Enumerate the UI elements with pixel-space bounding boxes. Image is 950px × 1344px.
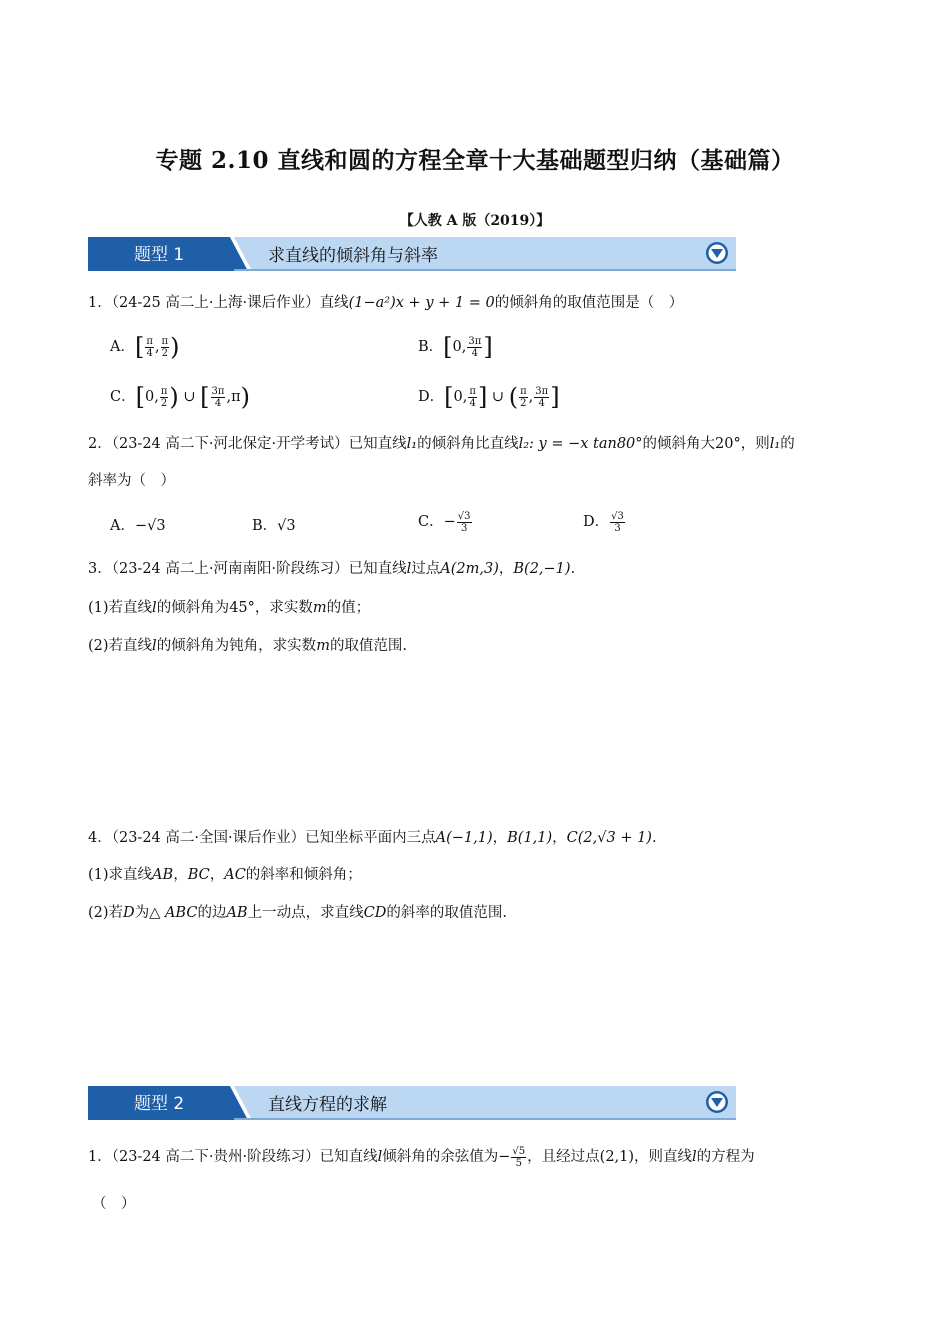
banner-background bbox=[88, 1086, 736, 1120]
question-3-part-2: (2)若直线l的倾斜角为钝角，求实数m的取值范围. bbox=[88, 638, 408, 654]
q2-option-d: D． $\frac{√3}{3}$ bbox=[583, 510, 624, 534]
question-1: 1．（24-25 高二上·上海·课后作业）直线(1−a²)x + y + 1 = 0的倾斜角的取值范围是（ ） bbox=[88, 295, 684, 311]
q1-option-a: A．[ $\frac{\pi}{4}$ , $\frac{\pi}{2}$ ) bbox=[110, 333, 180, 361]
section2-question-1: 1．（23-24 高二下·贵州·阶段练习）已知直线l倾斜角的余弦值为− $\frac{√5}{5}$ ，且经过点(2,1)，则直线l的方程为 bbox=[88, 1145, 755, 1169]
q2-option-a: A．−√3 bbox=[110, 518, 166, 534]
q2-option-c: C．− $\frac{√3}{3}$ bbox=[418, 510, 471, 534]
q2-option-b: B．√3 bbox=[252, 518, 296, 534]
section-caption: 求直线的倾斜角与斜率 bbox=[268, 246, 438, 266]
section-caption: 直线方程的求解 bbox=[268, 1095, 387, 1115]
question-4-part-2: (2)若D为△ ABC的边AB上一动点，求直线CD的斜率的取值范围. bbox=[88, 905, 507, 921]
dropdown-triangle-icon[interactable] bbox=[705, 1090, 729, 1114]
question-4: 4．（23-24 高二·全国·课后作业）已知坐标平面内三点A(−1,1)，B(1,1)，C(2,√3 + 1). bbox=[88, 830, 657, 846]
section2-question-1-line-2: （ ） bbox=[92, 1196, 136, 1212]
q1-option-d: D．[0, $\frac{\pi}{4}$ ] ∪ ( $\frac{\pi}{2}$ , $\frac{3\pi}{4}$ ] bbox=[418, 383, 560, 411]
section-tag: 题型 1 bbox=[134, 245, 185, 265]
question-2: 2．（23-24 高二下·河北保定·开学考试）已知直线l₁的倾斜角比直线l₂: y = −x tan80°的倾斜角大20°，则l₁的 bbox=[88, 436, 795, 452]
question-3-part-1: (1)若直线l的倾斜角为45°，求实数m的值； bbox=[88, 600, 371, 616]
section-banner-2 bbox=[88, 1086, 736, 1120]
question-4-part-1: (1)求直线AB，BC，AC的斜率和倾斜角； bbox=[88, 867, 362, 883]
question-2-line-2: 斜率为（ ） bbox=[88, 473, 175, 489]
edition-label: 【人教 A 版（2019）】 bbox=[399, 213, 551, 229]
page-title: 专题 2.10 直线和圆的方程全章十大基础题型归纳（基础篇） bbox=[155, 147, 795, 174]
section-tag: 题型 2 bbox=[134, 1094, 185, 1114]
dropdown-triangle-icon[interactable] bbox=[705, 241, 729, 265]
question-3: 3．（23-24 高二上·河南南阳·阶段练习）已知直线l过点A(2m,3)，B(2,−1). bbox=[88, 561, 576, 577]
q1-option-b: B．[0, $\frac{3\pi}{4}$ ] bbox=[418, 333, 493, 361]
q1-option-c: C．[0, $\frac{\pi}{2}$ ) ∪ [ $\frac{3\pi}{4}$ ,π) bbox=[110, 383, 250, 411]
section-banner-1 bbox=[88, 237, 736, 271]
